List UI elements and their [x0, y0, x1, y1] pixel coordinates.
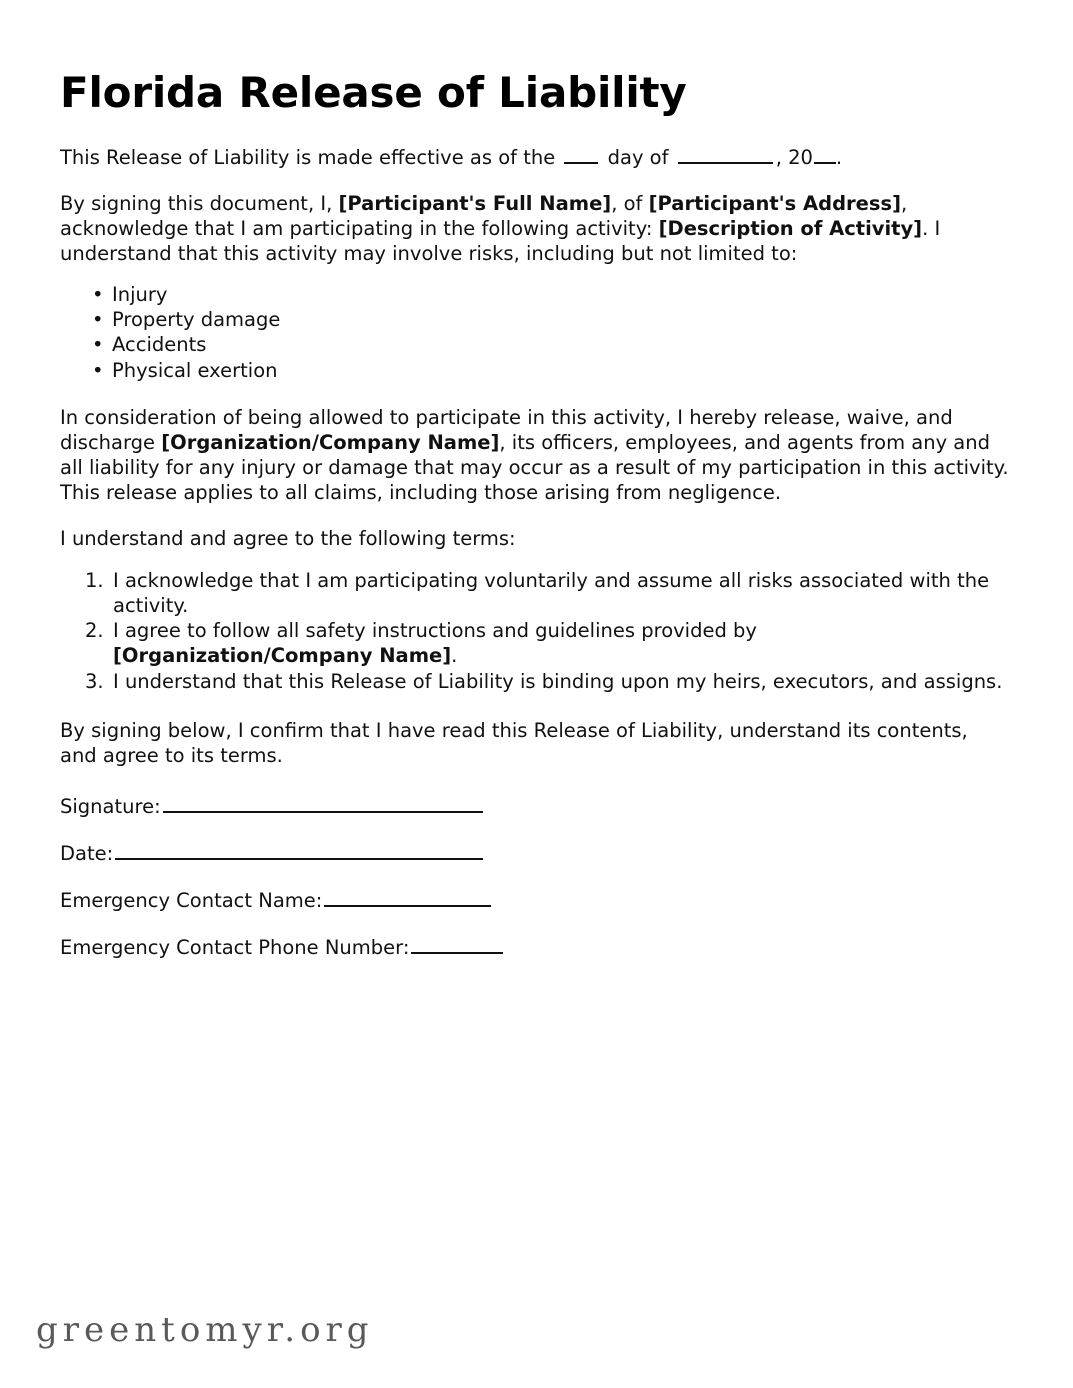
organization-placeholder: [Organization/Company Name] — [161, 430, 500, 454]
list-item: • Accidents — [112, 332, 1010, 357]
signing-paragraph — [60, 191, 1010, 266]
date-input[interactable] — [115, 843, 483, 860]
emergency-contact-name-input[interactable] — [324, 890, 491, 907]
confirmation-paragraph: By signing below, I confirm that I have read this Release of Liability, understand its contents, and agree to its terms. — [60, 718, 968, 767]
list-item — [113, 618, 1010, 668]
consideration-paragraph — [60, 405, 1010, 505]
terms-list — [60, 568, 1010, 694]
date-field — [60, 841, 1010, 866]
effective-date-text-lead: This Release of Liability is made effective as of the — [60, 146, 562, 169]
effective-date-text-mid2: , 20 — [775, 146, 813, 169]
signature-input[interactable] — [163, 796, 483, 813]
list-item: • Property damage — [112, 307, 1010, 332]
list-item: • Injury — [112, 282, 1010, 307]
signature-label: Signature: — [60, 794, 161, 818]
activity-description-placeholder: [Description of Activity] — [658, 217, 923, 240]
signing-lead: By signing this document, I, — [60, 192, 339, 215]
emergency-contact-phone-field — [60, 935, 1010, 960]
effective-date-text-mid1: day of — [601, 146, 675, 169]
effective-date-text-tail: . — [835, 146, 843, 169]
signature-field — [60, 794, 1010, 819]
signing-tail: . I understand that this activity may involve risks, including but not limited to: — [60, 217, 941, 265]
effective-date-paragraph — [60, 145, 1010, 170]
emergency-contact-phone-input[interactable] — [411, 937, 503, 954]
emergency-contact-phone-label: Emergency Contact Phone Number: — [60, 935, 410, 959]
signing-mid2: , acknowledge that I am participating in the following activity: — [60, 192, 908, 240]
consideration-lead: In consideration of being allowed to participate in this activity, I hereby release, waive, and discharge — [60, 405, 953, 454]
year-blank[interactable] — [814, 149, 836, 164]
terms-intro: I understand and agree to the following terms: — [60, 526, 516, 550]
participant-address-placeholder: [Participant's Address] — [648, 192, 901, 215]
list-item — [113, 568, 1010, 618]
signing-mid1: , of — [611, 192, 649, 215]
day-blank[interactable] — [564, 149, 598, 164]
term-text-tail: . — [451, 644, 458, 668]
term-text: I understand that this Release of Liability is binding upon my heirs, executors, and assigns. — [113, 669, 1003, 693]
participant-name-placeholder: [Participant's Full Name] — [338, 192, 612, 215]
emergency-contact-name-field — [60, 888, 1010, 913]
term-text: I acknowledge that I am participating voluntarily and assume all risks associated with the activity. — [113, 568, 990, 618]
month-blank[interactable] — [678, 149, 773, 164]
site-watermark: greentomyr.org — [36, 1310, 374, 1350]
page-title: Florida Release of Liability — [60, 68, 687, 117]
date-label: Date: — [60, 841, 114, 865]
list-item — [113, 669, 1010, 694]
term-text: I agree to follow all safety instructions and guidelines provided by — [113, 619, 757, 643]
organization-placeholder: [Organization/Company Name] — [113, 644, 452, 668]
risk-list — [60, 282, 1010, 383]
list-item: • Physical exertion — [112, 358, 1010, 383]
emergency-contact-name-label: Emergency Contact Name: — [60, 888, 323, 912]
consideration-tail: , its officers, employees, and agents from any and all liability for any injury or damage that may occur as a result of my participation in this activity. This release applies to all claims, including those arising from negligence. — [60, 430, 1009, 504]
